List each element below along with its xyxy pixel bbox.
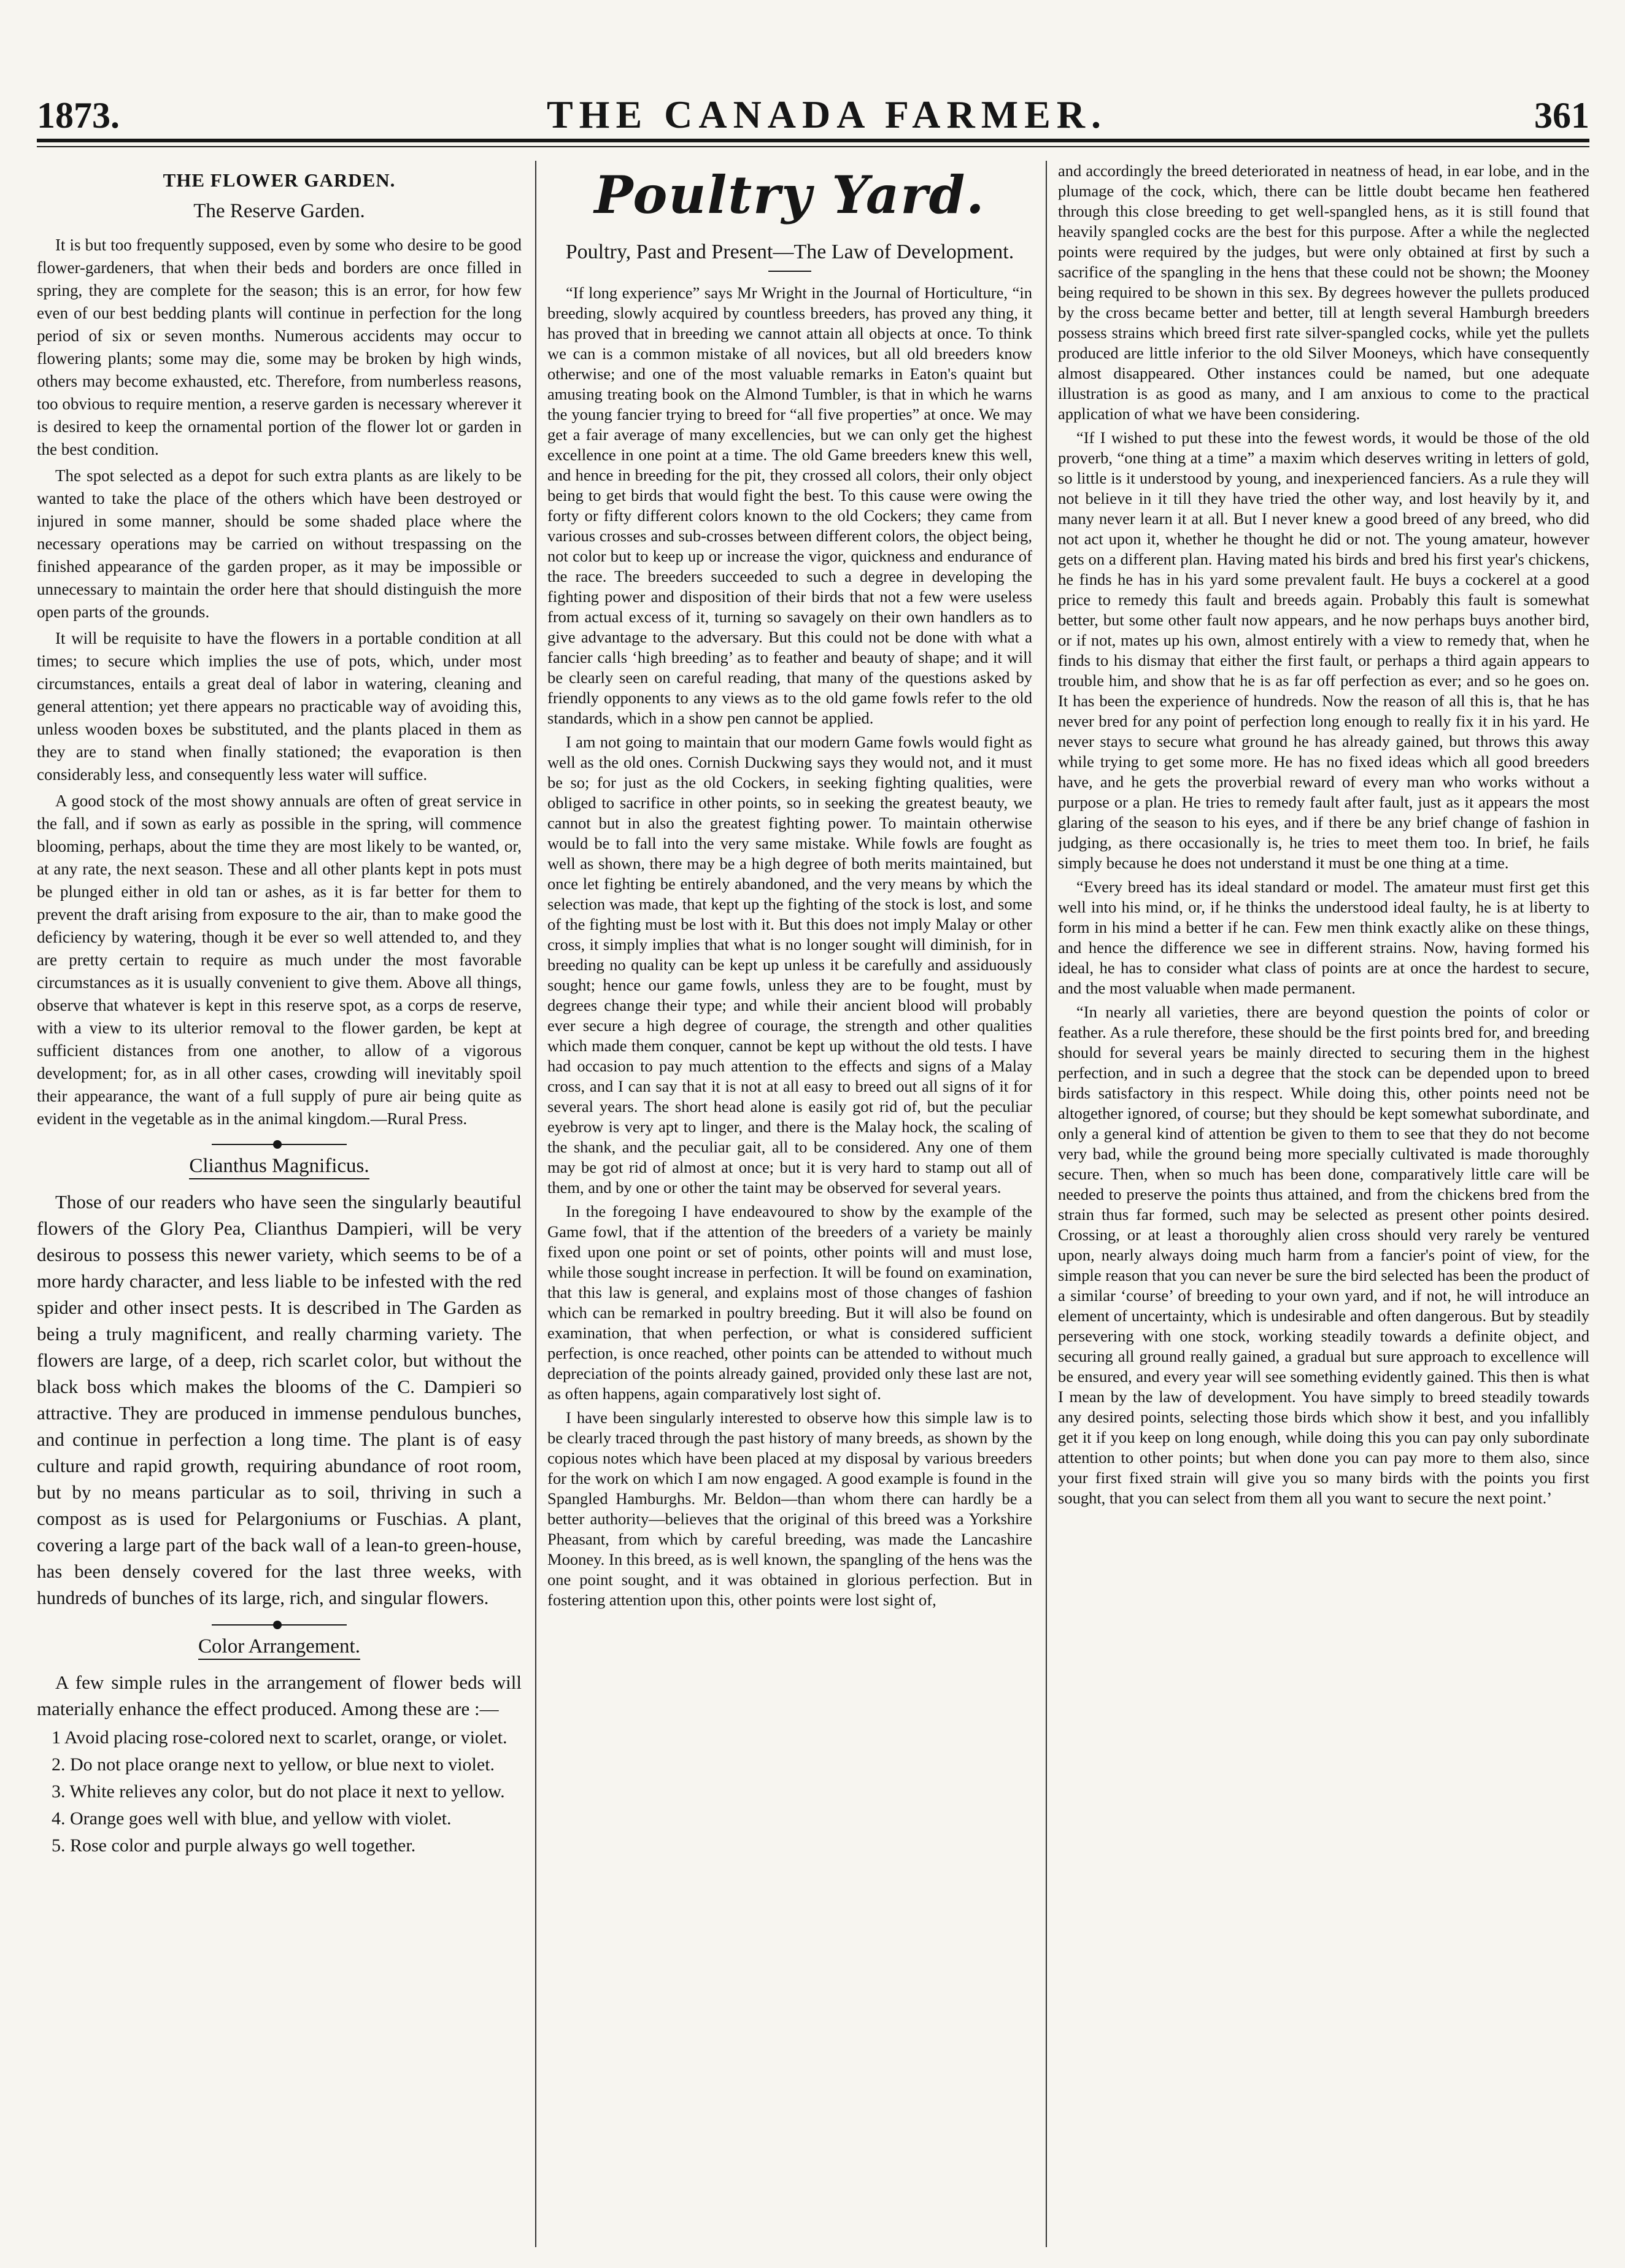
- article-paragraph: It will be requisite to have the flowers in a portable condition at all times; to secure which implies the use of pots, which, under most circumstances, entails a great deal of labor in watering, cleaning and general attention; yet there appears no practicable way of avoiding this, unless wooden boxes be substituted, and the plants placed in them as they are to stand when finally stationed; the evaporation is then considerably less, and consequently less water will suffice.: [37, 629, 522, 784]
- masthead-rule-thick: [37, 139, 1589, 142]
- article-paragraph: “If I wished to put these into the fewest words, it would be those of the old proverb, “one thing at a time” a maxim which deserves writing in letters of gold, so little is it understood by young, and inexperienced fanciers. As a rule they will not believe in it till they have tried the other way, and lost heavily by it, and many never learn it at all. But I never knew a good breed of any breed, who did not act upon it, whether he thought he did or not. The young amateur, however gets on a different plan. Having mated his birds and bred his first year's chickens, he finds he has in his yard some prevalent fault. He buys a cockerel at a good price to remedy this fault and breeds again. Probably this fault is somewhat better, but some other fault now appears, and he now perhaps buys another bird, or if not, mates up his own, almost entirely with a view to remedy that, when he finds to his dismay that either the first fault, or perhaps a third again appears to trouble him, and show that he is as far off perfection as ever; and so he goes on. It has been the experience of hundreds. Now the reason of all this is, that he has never bred for any point of perfection long enough to really fix it in his yard. He never stays to secure what ground he has already gained, but throws this away while trying to get some more. He has no fixed ideas which all good breeders have, and he gets the proverbial reward of every man who works without a purpose or a plan. He tries to remedy fault after fault, just as it appears the most glaring of the season to his eyes, and if there be any brief change of fashion in judging, as there occasionally is, he tries to meet them too. In brief, he fails simply because he does not understand it must be one thing at a time.: [1058, 428, 1589, 872]
- list-item: 1 Avoid placing rose-colored next to scarlet, orange, or violet.: [52, 1727, 508, 1748]
- masthead: [37, 92, 1589, 135]
- newspaper-title: THE CANADA FARMER.: [546, 93, 1108, 136]
- short-rule: [768, 271, 811, 272]
- masthead-rule-thin: [37, 146, 1589, 147]
- column-divider: [535, 161, 536, 2247]
- list-item: 3. White relieves any color, but do not place it next to yellow.: [52, 1781, 505, 1802]
- article-paragraph: “In nearly all varieties, there are beyond question the points of color or feather. As a rule therefore, these should be the first points bred for, and breeding should for several years be mainly directed to securing them in the highest perfection, and in such a degree that the stock can be depended upon to breed birds satisfactory in this respect. While doing this, other points need not be altogether ignored, of course; but they should be kept somewhat subordinate, and only a general kind of attention be given to them to see that they do not become very bad, while the ground being more specially cultivated is made thoroughly secure. Then, when so much has been done, comparatively little care will be needed to preserve the points thus attained, and from the chickens bred from the strain thus far formed, such may be selected as present other points desired. Crossing, or at least a thoroughly alien cross should very rarely be ventured upon, nearly always doing much harm from a fancier's point of view, for the simple reason that you can never be sure the bird selected has been the product of a similar ‘course’ of breeding to your own yard, and if not, he will introduce an element of uncertainty, which is undesirable and often dangerous. But by steadily persevering with one stock, working steadily towards a definite object, and securing all ground really gained, a gradual but sure approach to excellence will be ensured, and every year will see something evidently gained. This then is what I mean by the law of development. You have simply to breed steadily towards any desired points, selecting those birds which show it best, and you infallibly get it if you keep on long enough, while doing this you can pay only subordinate attention to other points; but when done you can pay more to them also, since your first fixed strain will give you so many birds with the points you first sought, that you can select from them all you want to secure the next point.’: [1058, 1003, 1589, 1507]
- department-heading: Poultry Yard.: [594, 164, 986, 225]
- list-item: 2. Do not place orange next to yellow, or blue next to violet.: [52, 1754, 495, 1775]
- article-paragraph: A good stock of the most showy annuals are often of great service in the fall, and if sown as early as possible in the spring, will commence blooming, perhaps, about the time they are most likely to be wanted, or, at any rate, the next season. These and all other plants kept in pots must be plunged either in old tan or ashes, as it is far better for them to prevent the draft arising from exposure to the air, than to make good the deficiency by watering, though it be ever so well attended to, and they are pretty certain to require as much under the most favorable circumstances as it is usually convenient to give them. Above all things, observe that whatever is kept in this reserve spot, as a corps de reserve, with a view to its ulterior removal to the flower garden, be kept at sufficient distances from one another, to allow of a vigorous development; for, as in all other cases, crowding will inevitably spoil their appearance, the want of a full supply of pure air being quite as evident in the vegetable as in the animal kingdom.—Rural Press.: [37, 792, 522, 1128]
- column-2: [547, 161, 1032, 2247]
- article-paragraph: and accordingly the breed deteriorated in neatness of head, in ear lobe, and in the plumage of the cock, which, there can be little doubt became hen feathered through this close breeding to get well-spangled hens, as it is still found that heavily spangled cocks are the best for this purpose. After a while the neglected points were required by the judges, but were only obtained at first by such a sacrifice of the spangling in the hens that these could not be shown; the Mooney being required to be shown in this sex. By degrees however the pullets produced by the cross became better and better, till at length several Hamburgh breeders possess strains which breed first rate silver-spangled cocks, while yet the pullets produced are little inferior to the old Silver Mooneys, which have consequently almost disappeared. Other instances could be named, but one adequate illustration is as good as many, and I am anxious to come to the practical application of what we have been considering.: [1058, 161, 1589, 423]
- article-paragraph: In the foregoing I have endeavoured to show by the example of the Game fowl, that if the attention of the breeders of a variety be mainly fixed upon one point or set of points, other points will and must lose, while those sought increase in perfection. It will be found on examination, that this law is general, and explains most of those changes of fashion which can be remarked in poultry breeding. But it will also be found on examination, that when perfection, or what is considered sufficient perfection, is once reached, other points can be attended to without much depreciation of the points already gained, provided only these last are not, as often happens, again comparatively lost sight of.: [547, 1202, 1032, 1403]
- article-paragraph: It is but too frequently supposed, even by some who desire to be good flower-gardeners, that when their beds and borders are once filled in spring, they are complete for the season; this is an error, for how few even of our best bedding plants will continue in perfection for the long period of six or seven months. Numerous accidents may occur to flowering plants; some may die, some may be broken by high winds, others may become exhausted, etc. Therefore, from numberless reasons, too obvious to require mention, a reserve garden is necessary wherever it is desired to keep the ornamental portion of the flower lot or garden in the best condition.: [37, 236, 522, 458]
- article-title: Clianthus Magnificus.: [37, 1155, 522, 1178]
- list-item: 5. Rose color and purple always go well together.: [52, 1835, 416, 1856]
- column-3: [1058, 161, 1589, 2247]
- page-number: 361: [1534, 95, 1589, 136]
- column-1: [37, 161, 522, 2247]
- list-item: 4. Orange goes well with blue, and yellow with violet.: [52, 1808, 452, 1829]
- issue-year: 1873.: [37, 95, 120, 136]
- article-paragraph: The spot selected as a depot for such extra plants as are likely to be wanted to take the place of the others which have been destroyed or injured in some manner, should be some shaded place where the necessary operations may be carried on without trespassing on the finished appearance of the garden proper, as it may be impossible or unnecessary to maintain the order here that should distinguish the more open parts of the grounds.: [37, 466, 522, 621]
- section-heading: THE FLOWER GARDEN.: [163, 169, 396, 191]
- article-intro: A few simple rules in the arrangement of flower beds will materially enhance the effect produced. Among these are :—: [37, 1672, 522, 1719]
- article-paragraph: “Every breed has its ideal standard or model. The amateur must first get this well into his mind, or, if he thinks the understood ideal faulty, he is at liberty to form in his mind a better if he can. Few men think exactly alike on these things, and hence the difference we see in different strains. Now, having formed his ideal, he has to consider what class of points are at once the hardest to secure, and the most valuable when made permanent.: [1058, 878, 1589, 997]
- article-paragraph: “If long experience” says Mr Wright in the Journal of Horticulture, “in breeding, slowly acquired by countless breeders, has proved any thing, it has proved that in breeding we cannot attain all objects at once. To think we can is a common mistake of all novices, but all old breeders know otherwise; and one of the most valuable remarks in Eaton's quaint but amusing treating book on the Almond Tumbler, is that in which he warns the young fancier trying to breed for “all five properties” at once. We may get a fair average of many excellencies, but we can only get the highest excellence in one point at a time. The old Game breeders knew this well, and hence in breeding for the pit, they crossed all colors, their only object being to get birds that would fight the best. To this cause were owing the forty or fifty different colors known to the old Cockers; they came from various crosses and sub-crosses between different colors, the object being, not color but to keep up or increase the vigor, quickness and endurance of the race. The breeders succeeded to such a degree in developing the fighting power and disposition of their birds that not a few were useless from actual excess of it, turning so savagely on their own handlers as to give advantage to the adversary. But this could not be done with what a fancier calls ‘high breeding’ as to feather and beauty of shape; and it will be clearly seen on careful reading, that many of the questions asked by friendly opponents to any views as to the old game fowls refer to the old standards, which in a show pen cannot be applied.: [547, 284, 1032, 727]
- article-paragraph: I have been singularly interested to observe how this simple law is to be clearly traced through the past history of many breeds, as shown by the copious notes which have been placed at my disposal by various breeders for the work on which I am now engaged. A good example is found in the Spangled Hamburghs. Mr. Beldon—than whom there can hardly be a better authority—believes that the original of this breed was a Yorkshire Pheasant, from which by careful breeding, was made the Lancashire Mooney. In this breed, as is well known, the spangling of the hens was the one point sought, and it was obtained in glorious perfection. But in fostering attention upon this, other points were lost sight of,: [547, 1408, 1032, 1609]
- article-title: Poultry, Past and Present—The Law of Development.: [565, 241, 1014, 263]
- article-title: Color Arrangement.: [37, 1635, 522, 1658]
- ornamental-rule: [212, 1624, 347, 1626]
- ornamental-rule: [212, 1144, 347, 1145]
- article-paragraph: Those of our readers who have seen the singularly beautiful flowers of the Glory Pea, Clianthus Dampieri, will be very desirous to possess this newer variety, which seems to be of a more hardy character, and less liable to be infested with the red spider and other insect pests. It is described in The Garden as being a truly magnificent, and really charming variety. The flowers are large, of a deep, rich scarlet color, but without the black boss which makes the blooms of the C. Dampieri so attractive. They are produced in immense pendulous bunches, and continue in perfection a long time. The plant is of easy culture and rapid growth, requiring abundance of root room, but by no means particular as to soil, thriving in such a compost as is used for Pelargoniums or Fuschias. A plant, covering a large part of the back wall of a lean-to green-house, has been densely covered for the last three weeks, with hundreds of bunches of its large, rich, and singular flowers.: [37, 1191, 522, 1608]
- column-divider: [1046, 161, 1047, 2247]
- article-title: The Reserve Garden.: [193, 200, 365, 222]
- article-paragraph: I am not going to maintain that our modern Game fowls would fight as well as the old ones. Cornish Duckwing says they would not, and it must be so; for just as the old Cockers, in seeking fighting qualities, were obliged to sacrifice in other points, so in seeking the greatest beauty, we cannot but in also the greatest fighting power. To maintain otherwise would be to fall into the very same mistake. While fowls are fought as well as shown, there may be a high degree of both merits maintained, but once let fighting be entirely abandoned, and the very means by which the selection was made, that kept up the fighting of the stock is lost, and some of the fighting must be lost with it. But this does not imply Malay or other cross, it simply implies that what is no longer sought will diminish, for in breeding no quality can be kept up unless it be carefully and assiduously sought; hence our game fowls, unless they are to be fought, must by degrees change their type; and while their ancient blood will probably ever secure a high degree of courage, the strength and other qualities which made them conquer, cannot be kept up without the old tests. I have had occasion to pay much attention to the effects and signs of a Malay cross, and I can say that it is not at all easy to breed out all signs of it for several years. The short head alone is easily got rid of, but the peculiar eyebrow is very apt to linger, and there is the Malay hock, the scaling of the shank, and the peculiar gait, all to be considered. Any one of them may be got rid of almost at once; but it is very hard to stamp out all of them, and by one or other the taint may be observed for several years.: [547, 733, 1032, 1197]
